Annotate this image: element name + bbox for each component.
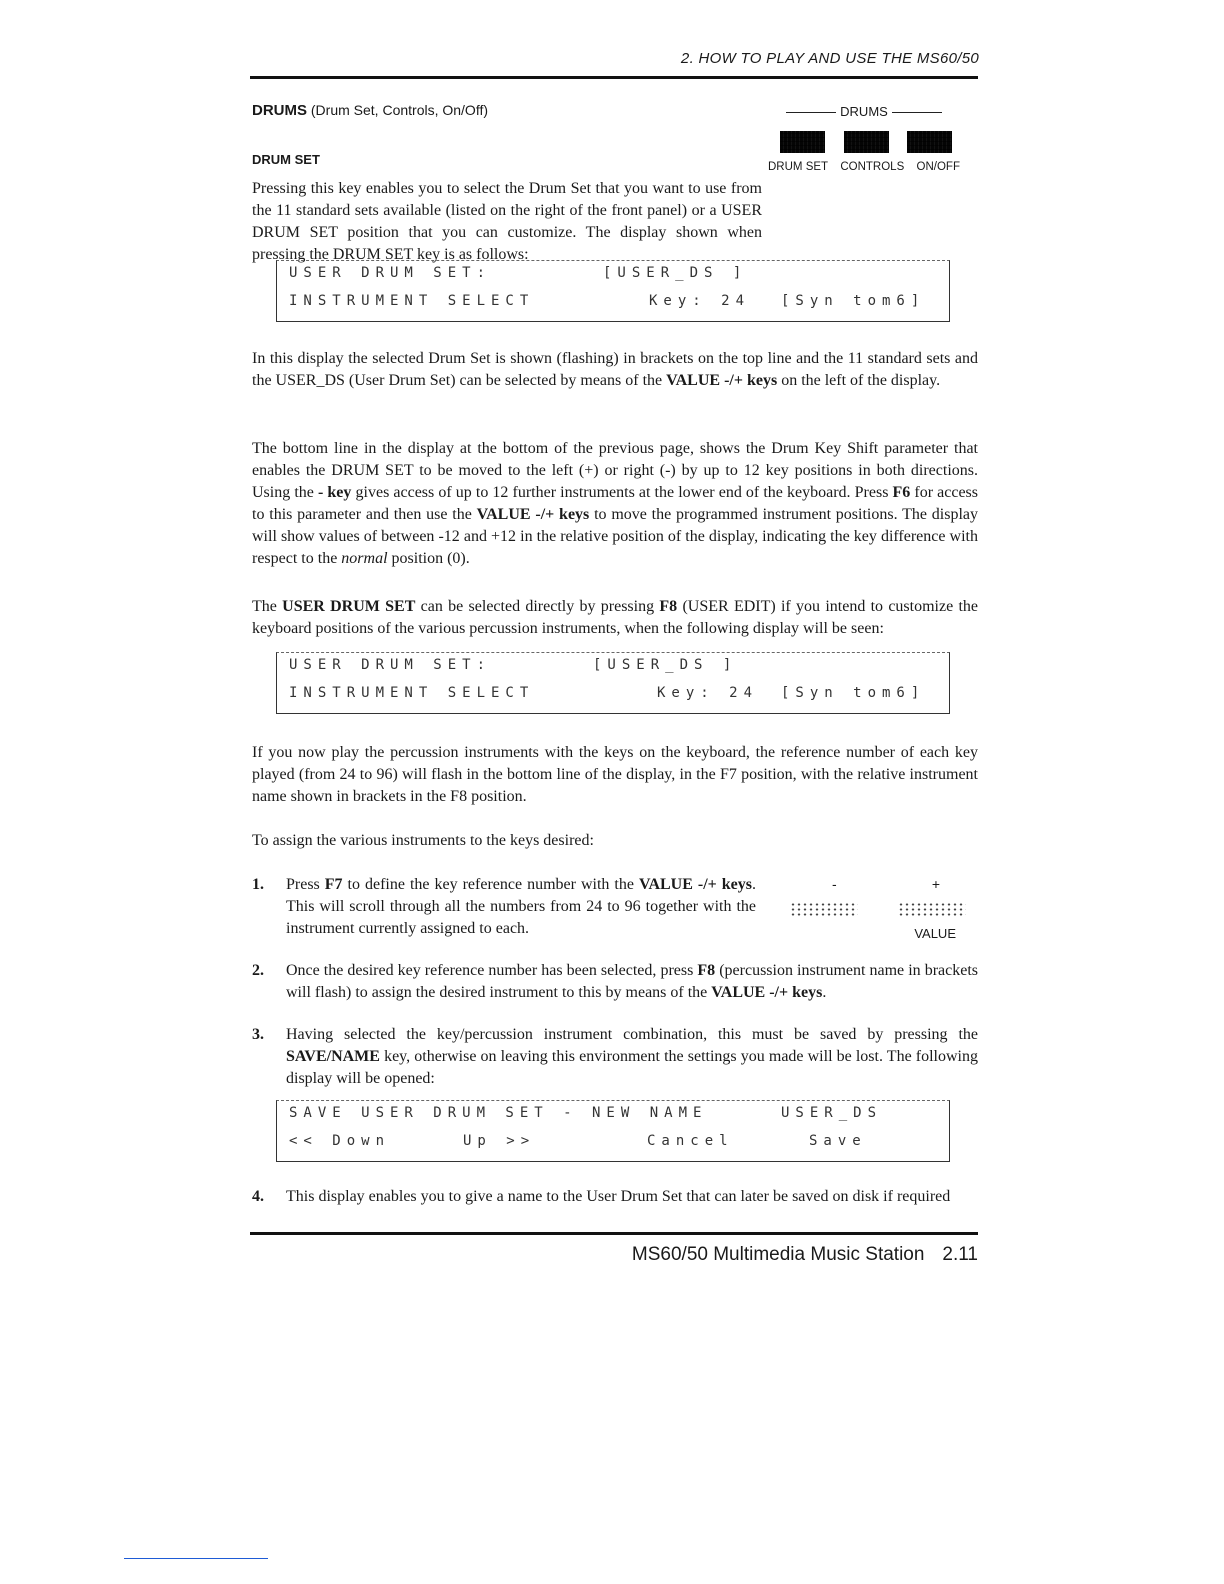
panel-label-line-left bbox=[786, 112, 836, 113]
header-rule bbox=[250, 76, 978, 79]
step-4: 4. This display enables you to give a name to the User Drum Set that can later be saved on disk if required bbox=[252, 1186, 978, 1208]
value-keys-figure bbox=[790, 876, 970, 941]
step-number: 2. bbox=[252, 962, 264, 979]
drum-set-subtitle: DRUM SET bbox=[252, 152, 320, 167]
drum-set-paragraph bbox=[252, 178, 762, 266]
panel-label-line-right bbox=[892, 112, 942, 113]
lcd3-down: << Down bbox=[289, 1133, 391, 1149]
drums-panel-label: DRUMS bbox=[840, 104, 888, 119]
value-plus-key bbox=[898, 902, 966, 918]
controls-key-label: CONTROLS bbox=[840, 161, 905, 173]
value-minus-key bbox=[790, 902, 858, 918]
paragraph-assign-intro: To assign the various instruments to the keys desired: bbox=[252, 832, 594, 849]
lcd1-line2-left: INSTRUMENT SELECT bbox=[289, 293, 535, 309]
step-number: 3. bbox=[252, 1026, 264, 1043]
on-off-key bbox=[907, 131, 952, 153]
lcd2-line2-left: INSTRUMENT SELECT bbox=[289, 685, 535, 701]
lcd-display-3 bbox=[276, 1100, 950, 1162]
drum-set-paragraph-text: Pressing this key enables you to select the Drum Set that you want to use from the 11 standard sets available (listed on the right of the front panel) or a USER DRUM SET position that you can customize. The display shown when pressing the DRUM SET key is as follows: bbox=[252, 180, 762, 263]
lcd1-line1-left: USER DRUM SET: bbox=[289, 265, 492, 281]
value-minus-sign: - bbox=[832, 876, 837, 892]
lcd2-line1-right: [USER_DS ] bbox=[593, 657, 738, 673]
paragraph-selected-drum-set: In this display the selected Drum Set is shown (flashing) in brackets on the top line and the 11 standard sets and the USER_DS (User Drum Set) can be selected by means of the VALUE -/+ keys on the left of the display. bbox=[252, 350, 978, 389]
controls-key bbox=[844, 131, 889, 153]
page-number: 2.11 bbox=[942, 1244, 978, 1265]
drums-panel-figure bbox=[768, 104, 960, 173]
step-number: 1. bbox=[252, 876, 264, 893]
bottom-divider bbox=[124, 1558, 268, 1559]
lcd2-line2-right: [Syn tom6] bbox=[781, 685, 926, 701]
step-number: 4. bbox=[252, 1188, 264, 1205]
footer-rule bbox=[250, 1232, 978, 1235]
footer-title: MS60/50 Multimedia Music Station bbox=[631, 1244, 925, 1265]
section-title bbox=[252, 102, 488, 119]
lcd2-line2-mid: Key: 24 bbox=[657, 685, 759, 701]
lcd3-line1-left: SAVE USER DRUM SET - NEW NAME bbox=[289, 1105, 708, 1121]
paragraph-user-drum-set: The USER DRUM SET can be selected directly by pressing F8 (USER EDIT) if you intend to customize the keyboard positions of the various percussion instruments, when the following display will be seen: bbox=[252, 598, 979, 637]
step-1: 1. Press F7 to define the key reference number with the VALUE -/+ keys. This will scroll through all the numbers from 24 to 96 together with the instrument currently assigned to each. bbox=[252, 876, 757, 937]
lcd-display-2 bbox=[276, 652, 950, 714]
drum-set-key bbox=[780, 131, 825, 153]
step-2: 2. Once the desired key reference number has been selected, press F8 (percussion instrument name in brackets will flash) to assign the desired instrument to this by means of the VALUE -/+ keys. bbox=[252, 962, 978, 1001]
on-off-key-label: ON/OFF bbox=[916, 161, 960, 173]
paragraph-key-shift: The bottom line in the display at the bottom of the previous page, shows the Drum Key Shift parameter that enables the DRUM SET to be moved to the left (+) or right (-) by up to 12 key positions in both directions. Using the - key gives access of up to 12 further instruments at the lower end of the keyboard. Press F6 for access to this parameter and then use the VALUE -/+ keys to move the programmed instrument positions. The display will show values of between -12 and +12 in the relative position of the display, indicating the key difference with respect to the normal position (0). bbox=[252, 440, 979, 567]
lcd1-line1-right: [USER_DS ] bbox=[603, 265, 748, 281]
section-title-rest: (Drum Set, Controls, On/Off) bbox=[307, 102, 489, 118]
lcd1-line2-right: [Syn tom6] bbox=[781, 293, 926, 309]
lcd3-cancel: Cancel bbox=[647, 1133, 734, 1149]
drum-set-key-label: DRUM SET bbox=[768, 161, 829, 173]
page-footer bbox=[632, 1244, 978, 1266]
lcd2-line1-left: USER DRUM SET: bbox=[289, 657, 492, 673]
lcd-display-1 bbox=[276, 260, 950, 322]
value-plus-sign: + bbox=[931, 876, 940, 892]
step-3: 3. Having selected the key/percussion instrument combination, this must be saved by pressing the SAVE/NAME key, otherwise on leaving this environment the settings you made will be lost. The following display will be opened: bbox=[252, 1026, 978, 1087]
value-label: VALUE bbox=[914, 926, 956, 941]
lcd3-line1-right: USER_DS bbox=[781, 1105, 883, 1121]
lcd3-up: Up >> bbox=[463, 1133, 536, 1149]
running-header: 2. HOW TO PLAY AND USE THE MS60/50 bbox=[680, 50, 979, 67]
paragraph-play-percussion: If you now play the percussion instruments with the keys on the keyboard, the reference number of each key played (from 24 to 96) will flash in the bottom line of the display, in the F7 position, with the relative instrument name shown in brackets in the F8 position. bbox=[252, 744, 978, 805]
lcd1-line2-mid: Key: 24 bbox=[649, 293, 751, 309]
lcd3-save: Save bbox=[809, 1133, 867, 1149]
section-title-bold: DRUMS bbox=[252, 102, 307, 119]
